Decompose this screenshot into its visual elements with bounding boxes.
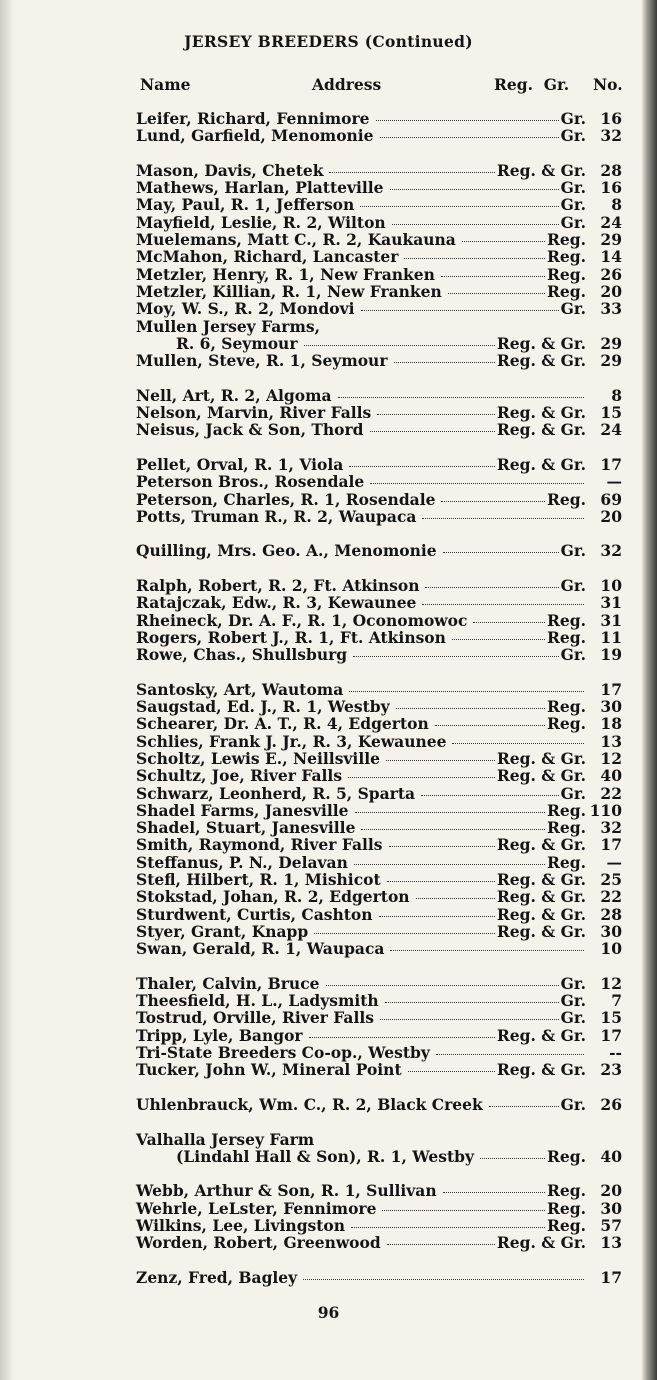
herd-count: 17: [600, 1025, 622, 1045]
breeder-row: [136, 767, 622, 784]
herd-count: 14: [600, 247, 622, 267]
breeder-row: [136, 698, 622, 715]
herd-count: 8: [611, 195, 622, 215]
dot-leader: [309, 1036, 495, 1038]
registration-type: Reg.: [547, 852, 586, 872]
herd-count: 10: [600, 576, 622, 596]
registration-type: Reg.: [547, 1216, 586, 1235]
registration-type: Reg. & Gr.: [496, 1060, 586, 1080]
herd-count: 29: [600, 230, 622, 250]
dot-leader: [370, 482, 584, 484]
herd-count: 13: [600, 731, 622, 751]
breeder-name-address: Shadel, Stuart, Janesville: [136, 818, 356, 838]
breeder-list: [136, 110, 622, 1286]
herd-count: 24: [600, 212, 622, 232]
breeder-row: [136, 421, 622, 438]
dot-leader: [361, 828, 545, 830]
registration-type: Reg. & Gr.: [496, 766, 586, 786]
breeder-row: [136, 214, 622, 231]
registration-type: Reg. & Gr.: [496, 160, 586, 180]
dot-leader: [338, 396, 584, 398]
breeder-name-address: Peterson, Charles, R. 1, Rosendale: [136, 489, 436, 509]
breeder-name-address: Uhlenbrauck, Wm. C., R. 2, Black Creek: [136, 1094, 483, 1114]
group-spacer: [136, 1079, 622, 1096]
registration-type: Gr.: [560, 541, 586, 561]
breeder-row: [136, 1200, 622, 1217]
dot-leader: [355, 811, 545, 813]
dot-leader: [386, 759, 495, 761]
group-spacer: [136, 145, 622, 162]
registration-type: Reg.: [547, 264, 586, 284]
herd-count: 13: [600, 1233, 622, 1253]
breeder-row: [136, 162, 622, 179]
herd-count: 22: [600, 783, 622, 803]
breeder-row: [136, 871, 622, 888]
registration-type: Reg. & Gr.: [496, 403, 586, 423]
dot-leader: [441, 275, 545, 277]
herd-count: 11: [600, 627, 622, 647]
breeder-name-address: Theesfield, H. L., Ladysmith: [136, 991, 379, 1011]
breeder-row: [136, 733, 622, 750]
breeder-row: [136, 473, 622, 490]
herd-count: 40: [600, 1146, 622, 1166]
breeder-name-address: Webb, Arthur & Son, R. 1, Sullivan: [136, 1181, 437, 1201]
breeder-name-address: (Lindahl Hall & Son), R. 1, Westby: [176, 1146, 474, 1166]
breeder-row: [136, 612, 622, 629]
herd-count: 29: [600, 333, 622, 353]
breeder-row: [136, 335, 622, 352]
dot-leader: [422, 603, 584, 605]
registration-type: Reg.: [547, 800, 586, 820]
breeder-row: [136, 802, 622, 819]
dot-leader: [416, 897, 495, 899]
breeder-row: [136, 785, 622, 802]
registration-type: Reg.: [547, 610, 586, 630]
group-spacer: [136, 525, 622, 542]
dot-leader: [435, 724, 545, 726]
herd-count: 30: [600, 1198, 622, 1218]
breeder-name-address: Potts, Truman R., R. 2, Waupaca: [136, 506, 417, 526]
breeder-name-address: Mason, Davis, Chetek: [136, 160, 324, 180]
breeder-row: [136, 1131, 622, 1148]
herd-count: 12: [600, 748, 622, 768]
herd-count: 69: [600, 489, 622, 509]
herd-count: 32: [600, 818, 622, 838]
dot-leader: [408, 1070, 495, 1072]
breeder-row: [136, 542, 622, 559]
dot-leader: [441, 500, 545, 502]
dot-leader: [404, 257, 545, 259]
breeder-name-address: McMahon, Richard, Lancaster: [136, 247, 399, 267]
page-number: 96: [317, 1303, 340, 1322]
breeder-name-address: Mullen Jersey Farms,: [136, 316, 320, 336]
registration-type: Reg.: [547, 627, 586, 647]
breeder-name-address: Sturdwent, Curtis, Cashton: [136, 904, 373, 924]
breeder-name-address: Zenz, Fred, Bagley: [136, 1267, 298, 1287]
dot-leader: [326, 984, 559, 986]
breeder-name-address: Smith, Raymond, River Falls: [136, 835, 383, 855]
breeder-name-address: Wilkins, Lee, Livingston: [136, 1216, 346, 1235]
herd-count: 31: [600, 610, 622, 630]
breeder-name-address: Ratajczak, Edw., R. 3, Kewaunee: [136, 593, 417, 613]
page-binding-left: [0, 0, 14, 1380]
dot-leader: [385, 1001, 559, 1003]
dot-leader: [360, 205, 558, 207]
breeder-row: [136, 1061, 622, 1078]
dot-leader: [489, 1105, 559, 1107]
breeder-row: [136, 819, 622, 836]
breeder-row: [136, 854, 622, 871]
breeder-name-address: Stefl, Hilbert, R. 1, Mishicot: [136, 870, 381, 890]
herd-count: 22: [600, 887, 622, 907]
column-header-reg-gr: Reg. Gr.: [494, 75, 570, 94]
breeder-name-address: Santosky, Art, Wautoma: [136, 679, 344, 699]
breeder-row: [136, 906, 622, 923]
dot-leader: [314, 932, 495, 934]
breeder-name-address: Ralph, Robert, R. 2, Ft. Atkinson: [136, 576, 420, 596]
herd-count: 28: [600, 904, 622, 924]
breeder-row: [136, 318, 622, 335]
herd-count: 17: [600, 454, 622, 474]
column-header-address: Address: [312, 75, 382, 94]
dot-leader: [351, 1226, 545, 1228]
breeder-row: [136, 577, 622, 594]
herd-count: 24: [600, 420, 622, 440]
dot-leader: [303, 1278, 584, 1280]
dot-leader: [396, 707, 545, 709]
breeder-name-address: Thaler, Calvin, Bruce: [136, 973, 320, 993]
herd-count: 18: [600, 714, 622, 734]
dot-leader: [436, 1053, 584, 1055]
herd-count: 16: [600, 109, 622, 128]
dot-leader: [304, 344, 495, 346]
registration-type: Gr.: [560, 645, 586, 665]
dot-leader: [353, 655, 558, 657]
registration-type: Reg. & Gr.: [496, 904, 586, 924]
herd-count: 30: [600, 921, 622, 941]
breeder-name-address: Neisus, Jack & Son, Thord: [136, 420, 364, 440]
registration-type: Reg. & Gr.: [496, 870, 586, 890]
registration-type: Reg.: [547, 247, 586, 267]
breeder-row: [136, 923, 622, 940]
registration-type: Reg.: [547, 1146, 586, 1166]
dot-leader: [443, 1191, 545, 1193]
breeder-row: [136, 404, 622, 421]
dot-leader: [349, 465, 495, 467]
breeder-name-address: Muelemans, Matt C., R. 2, Kaukauna: [136, 230, 456, 250]
herd-count: —: [606, 472, 622, 492]
registration-type: Gr.: [560, 299, 586, 319]
group-spacer: [136, 1165, 622, 1182]
column-header-name: Name: [140, 75, 191, 94]
registration-type: Reg.: [547, 818, 586, 838]
dot-leader: [392, 223, 559, 225]
herd-count: 26: [600, 1094, 622, 1114]
breeder-name-address: May, Paul, R. 1, Jefferson: [136, 195, 355, 215]
breeder-name-address: Styer, Grant, Knapp: [136, 921, 309, 941]
breeder-name-address: Scholtz, Lewis E., Neillsville: [136, 748, 380, 768]
registration-type: Gr.: [560, 109, 586, 128]
group-spacer: [136, 1113, 622, 1130]
breeder-name-address: Nelson, Marvin, River Falls: [136, 403, 372, 423]
dot-leader: [387, 880, 495, 882]
breeder-name-address: Schultz, Joe, River Falls: [136, 766, 343, 786]
herd-count: 17: [600, 679, 622, 699]
dot-leader: [349, 690, 584, 692]
breeder-name-address: Tri-State Breeders Co-op., Westby: [136, 1043, 430, 1063]
group-spacer: [136, 560, 622, 577]
herd-count: 8: [611, 385, 622, 405]
dot-leader: [354, 863, 545, 865]
breeder-row: [136, 1148, 622, 1165]
registration-type: Reg.: [547, 697, 586, 717]
breeder-name-address: Schwarz, Leonherd, R. 5, Sparta: [136, 783, 416, 803]
dot-leader: [361, 309, 559, 311]
herd-count: 23: [600, 1060, 622, 1080]
dot-leader: [390, 949, 584, 951]
breeder-name-address: Schearer, Dr. A. T., R. 4, Edgerton: [136, 714, 429, 734]
registration-type: Reg.: [547, 230, 586, 250]
registration-type: Gr.: [560, 212, 586, 232]
breeder-row: [136, 491, 622, 508]
breeder-row: [136, 681, 622, 698]
breeder-row: [136, 283, 622, 300]
breeder-name-address: Stokstad, Johan, R. 2, Edgerton: [136, 887, 410, 907]
column-header-no: No.: [593, 75, 623, 94]
herd-count: 31: [600, 593, 622, 613]
dot-leader: [348, 776, 495, 778]
breeder-row: [136, 1234, 622, 1251]
breeder-name-address: Rheineck, Dr. A. F., R. 1, Oconomowoc: [136, 610, 468, 630]
registration-type: Reg.: [547, 1198, 586, 1218]
breeder-row: [136, 1027, 622, 1044]
herd-count: 30: [600, 697, 622, 717]
breeder-name-address: Steffanus, P. N., Delavan: [136, 852, 348, 872]
breeder-row: [136, 1044, 622, 1061]
dot-leader: [376, 119, 559, 121]
group-spacer: [136, 439, 622, 456]
breeder-row: [136, 231, 622, 248]
herd-count: —: [606, 852, 622, 872]
registration-type: Reg. & Gr.: [496, 748, 586, 768]
herd-count: 20: [600, 506, 622, 526]
breeder-row: [136, 179, 622, 196]
registration-type: Reg. & Gr.: [496, 1025, 586, 1045]
dot-leader: [394, 361, 495, 363]
breeder-row: [136, 594, 622, 611]
breeder-row: [136, 300, 622, 317]
breeder-name-address: Wehrle, LeLster, Fennimore: [136, 1198, 377, 1218]
dot-leader: [448, 292, 545, 294]
page-title: JERSEY BREEDERS (Continued): [184, 32, 473, 51]
registration-type: Reg.: [547, 1181, 586, 1201]
breeder-name-address: Mullen, Steve, R. 1, Seymour: [136, 351, 388, 371]
herd-count: 33: [600, 299, 622, 319]
herd-count: 29: [600, 351, 622, 371]
dot-leader: [452, 638, 545, 640]
registration-type: Reg.: [547, 714, 586, 734]
breeder-row: [136, 456, 622, 473]
registration-type: Reg.: [547, 281, 586, 301]
dot-leader: [473, 621, 545, 623]
breeder-name-address: R. 6, Seymour: [176, 333, 298, 353]
breeder-row: [136, 715, 622, 732]
dot-leader: [425, 586, 558, 588]
dot-leader: [389, 845, 495, 847]
herd-count: 110: [589, 800, 622, 820]
breeder-name-address: Metzler, Henry, R. 1, New Franken: [136, 264, 435, 284]
herd-count: 12: [600, 973, 622, 993]
dot-leader: [443, 551, 559, 553]
registration-type: Reg. & Gr.: [496, 420, 586, 440]
herd-count: 15: [600, 403, 622, 423]
breeder-name-address: Rogers, Robert J., R. 1, Ft. Atkinson: [136, 627, 446, 647]
herd-count: 26: [600, 264, 622, 284]
breeder-name-address: Moy, W. S., R. 2, Mondovi: [136, 299, 355, 319]
herd-count: 10: [600, 939, 622, 959]
herd-count: 16: [600, 178, 622, 198]
breeder-name-address: Leifer, Richard, Fennimore: [136, 109, 370, 128]
breeder-name-address: Tostrud, Orville, River Falls: [136, 1008, 374, 1028]
breeder-row: [136, 196, 622, 213]
herd-count: 28: [600, 160, 622, 180]
registration-type: Gr.: [560, 991, 586, 1011]
breeder-name-address: Mathews, Harlan, Platteville: [136, 178, 384, 198]
dot-leader: [421, 794, 559, 796]
herd-count: 57: [600, 1216, 622, 1235]
dot-leader: [422, 517, 584, 519]
herd-count: 32: [600, 541, 622, 561]
dot-leader: [380, 136, 559, 138]
herd-count: 25: [600, 870, 622, 890]
dot-leader: [382, 1209, 545, 1211]
herd-count: 17: [600, 1267, 622, 1287]
dot-leader: [329, 171, 494, 173]
group-spacer: [136, 958, 622, 975]
page-binding-right: [641, 0, 657, 1380]
breeder-name-address: Quilling, Mrs. Geo. A., Menomonie: [136, 541, 437, 561]
breeder-name-address: Peterson Bros., Rosendale: [136, 472, 365, 492]
breeder-name-address: Swan, Gerald, R. 1, Waupaca: [136, 939, 385, 959]
group-spacer: [136, 1252, 622, 1269]
breeder-row: [136, 629, 622, 646]
herd-count: 7: [611, 991, 622, 1011]
registration-type: Reg. & Gr.: [496, 351, 586, 371]
breeder-name-address: Mayfield, Leslie, R. 2, Wilton: [136, 212, 386, 232]
registration-type: Reg. & Gr.: [496, 1233, 586, 1253]
breeder-name-address: Schlies, Frank J. Jr., R. 3, Kewaunee: [136, 731, 447, 751]
breeder-name-address: Lund, Garfield, Menomonie: [136, 126, 374, 146]
dot-leader: [390, 188, 559, 190]
herd-count: 17: [600, 835, 622, 855]
breeder-name-address: Nell, Art, R. 2, Algoma: [136, 385, 332, 405]
breeder-row: [136, 836, 622, 853]
breeder-row: [136, 1096, 622, 1113]
herd-count: 19: [600, 645, 622, 665]
breeder-row: [136, 1182, 622, 1199]
dot-leader: [370, 430, 495, 432]
registration-type: Gr.: [560, 178, 586, 198]
breeder-row: [136, 508, 622, 525]
registration-type: Gr.: [560, 783, 586, 803]
breeder-name-address: Metzler, Killian, R. 1, New Franken: [136, 281, 442, 301]
breeder-row: [136, 248, 622, 265]
breeder-name-address: Valhalla Jersey Farm: [136, 1129, 315, 1149]
breeder-row: [136, 992, 622, 1009]
breeder-row: [136, 387, 622, 404]
herd-count: 32: [600, 126, 622, 146]
registration-type: Reg. & Gr.: [496, 835, 586, 855]
group-spacer: [136, 664, 622, 681]
dot-leader: [462, 240, 545, 242]
herd-count: --: [609, 1043, 622, 1063]
dot-leader: [387, 1243, 495, 1245]
herd-count: 20: [600, 281, 622, 301]
breeder-row: [136, 127, 622, 144]
breeder-name-address: Worden, Robert, Greenwood: [136, 1233, 381, 1253]
dot-leader: [380, 1018, 559, 1020]
registration-type: Reg. & Gr.: [496, 454, 586, 474]
breeder-name-address: Saugstad, Ed. J., R. 1, Westby: [136, 697, 390, 717]
breeder-name-address: Rowe, Chas., Shullsburg: [136, 645, 348, 665]
registration-type: Reg. & Gr.: [496, 887, 586, 907]
breeder-name-address: Tripp, Lyle, Bangor: [136, 1025, 303, 1045]
breeder-row: [136, 352, 622, 369]
dot-leader: [480, 1157, 545, 1159]
dot-leader: [377, 413, 495, 415]
breeder-row: [136, 266, 622, 283]
breeder-row: [136, 110, 622, 127]
registration-type: Reg. & Gr.: [496, 921, 586, 941]
breeder-name-address: Pellet, Orval, R. 1, Viola: [136, 454, 344, 474]
breeder-row: [136, 1009, 622, 1026]
breeder-name-address: Shadel Farms, Janesville: [136, 800, 349, 820]
group-spacer: [136, 369, 622, 386]
registration-type: Gr.: [560, 576, 586, 596]
breeder-row: [136, 940, 622, 957]
registration-type: Gr.: [560, 973, 586, 993]
registration-type: Gr.: [560, 126, 586, 146]
breeder-row: [136, 1217, 622, 1234]
herd-count: 40: [600, 766, 622, 786]
breeder-row: [136, 888, 622, 905]
breeder-row: [136, 975, 622, 992]
registration-type: Reg. & Gr.: [496, 333, 586, 353]
herd-count: 20: [600, 1181, 622, 1201]
registration-type: Reg.: [547, 489, 586, 509]
dot-leader: [379, 915, 495, 917]
breeder-row: [136, 1269, 622, 1286]
registration-type: Gr.: [560, 1008, 586, 1028]
breeder-row: [136, 646, 622, 663]
herd-count: 15: [600, 1008, 622, 1028]
breeder-row: [136, 750, 622, 767]
dot-leader: [452, 742, 584, 744]
breeder-name-address: Tucker, John W., Mineral Point: [136, 1060, 402, 1080]
registration-type: Gr.: [560, 195, 586, 215]
registration-type: Gr.: [560, 1094, 586, 1114]
